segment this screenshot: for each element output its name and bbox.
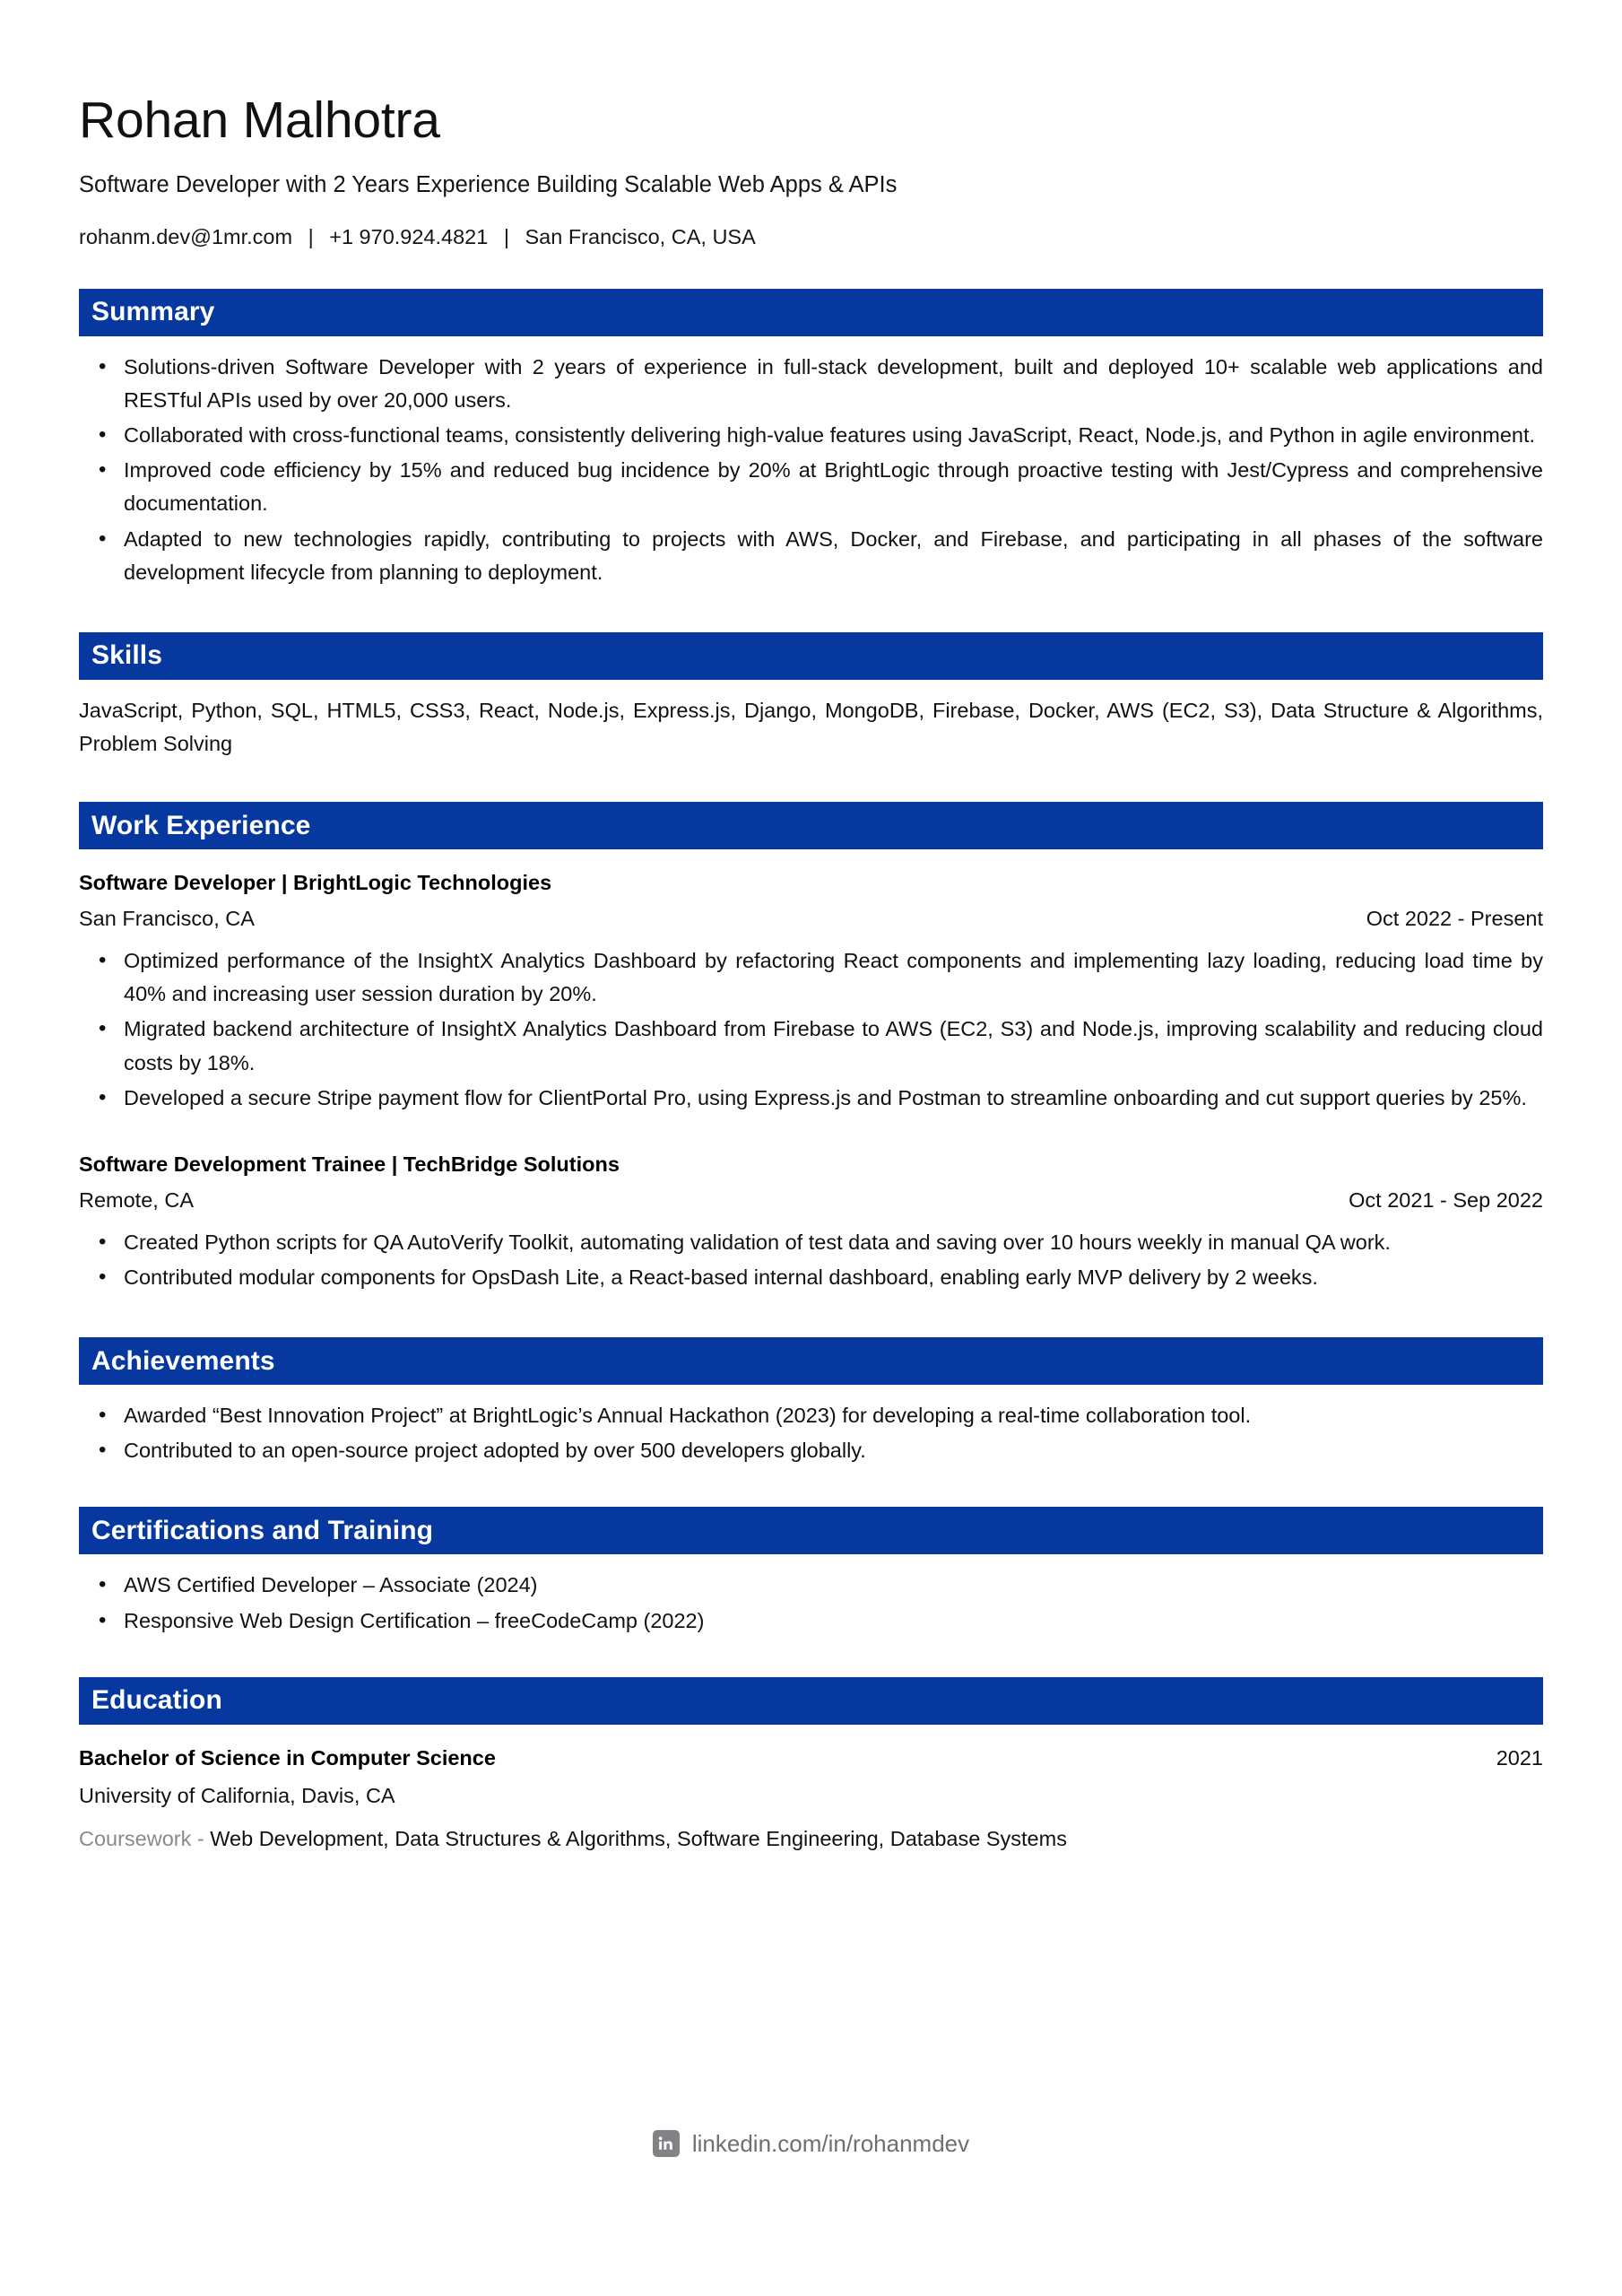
- job-meta: [79, 1185, 1543, 1215]
- section-bar-certifications: [79, 1507, 1543, 1554]
- candidate-headline: Software Developer with 2 Years Experience Building Scalable Web Apps & APIs: [79, 172, 898, 198]
- education-coursework: [79, 1823, 1543, 1854]
- summary-bullet-list: [79, 351, 1543, 589]
- section-body-education: [79, 1725, 1543, 1854]
- section-body-work-experience: [79, 849, 1543, 1294]
- contact-separator-1: |: [308, 225, 314, 249]
- job-dates: Oct 2021 - Sep 2022: [1349, 1187, 1543, 1212]
- job-dates: Oct 2022 - Present: [1366, 907, 1543, 931]
- job-bullet-list: [79, 1226, 1543, 1294]
- contact-separator-2: |: [503, 225, 509, 249]
- education-school: University of California, Davis, CA: [79, 1783, 395, 1807]
- certifications-bullet-list: [79, 1569, 1543, 1637]
- section-body-certifications: [79, 1554, 1543, 1637]
- job-entry: [79, 867, 1543, 1115]
- education-entry-row: [79, 1743, 1543, 1773]
- job-entry: [79, 1149, 1543, 1294]
- contact-location: San Francisco, CA, USA: [525, 225, 756, 249]
- list-item: • AWS Certified Developer – Associate (2024): [124, 1569, 1543, 1602]
- section-body-achievements: [79, 1385, 1543, 1467]
- list-item: • Solutions-driven Software Developer with 2 years of experience in full-stack development, built and deployed 10+ scalable web applications and RESTful APIs used by over 20,000 users.: [124, 351, 1543, 417]
- job-bullet-list: [79, 944, 1543, 1115]
- skills-text: JavaScript, Python, SQL, HTML5, CSS3, React, Node.js, Express.js, Django, MongoDB, Firebase, Docker, AWS (EC2, S3), Data Structure & Algorithms, Problem Solving: [79, 698, 1543, 755]
- section-achievements: [79, 1337, 1543, 1467]
- job-meta: [79, 903, 1543, 934]
- section-bar-summary: [79, 289, 1543, 336]
- list-item: • Awarded “Best Innovation Project” at BrightLogic’s Annual Hackathon (2023) for developing a real-time collaboration tool.: [124, 1399, 1543, 1432]
- coursework-value: Web Development, Data Structures & Algorithms, Software Engineering, Database Systems: [210, 1826, 1067, 1850]
- linkedin-url[interactable]: linkedin.com/in/rohanmdev: [691, 2130, 970, 2157]
- education-degree: Bachelor of Science in Computer Science: [79, 1745, 496, 1770]
- section-title-summary: Summary: [91, 297, 215, 327]
- candidate-name: Rohan Malhotra: [79, 91, 440, 149]
- section-education: [79, 1677, 1543, 1854]
- section-bar-skills: [79, 632, 1543, 680]
- contact-phone[interactable]: +1 970.924.4821: [329, 225, 489, 249]
- list-item: • Migrated backend architecture of InsightX Analytics Dashboard from Firebase to AWS (EC2, S3) and Node.js, improving scalability and reducing cloud costs by 18%.: [124, 1013, 1543, 1079]
- list-item: • Optimized performance of the InsightX Analytics Dashboard by refactoring React components and implementing lazy loading, reducing load time by 40% and increasing user session duration by 20%.: [124, 944, 1543, 1011]
- list-item: • Developed a secure Stripe payment flow for ClientPortal Pro, using Express.js and Postman to streamline onboarding and cut support queries by 25%.: [124, 1082, 1543, 1115]
- section-title-certifications: Certifications and Training: [91, 1515, 434, 1545]
- section-work-experience: [79, 802, 1543, 1294]
- job-title: Software Development Trainee | TechBridge Solutions: [79, 1152, 620, 1176]
- section-summary: [79, 289, 1543, 589]
- linkedin-icon[interactable]: [653, 2130, 680, 2157]
- list-item: • Adapted to new technologies rapidly, contributing to projects with AWS, Docker, and Firebase, and participating in all phases of the software development lifecycle from planning to deployment.: [124, 523, 1543, 589]
- section-bar-work-experience: [79, 802, 1543, 849]
- list-item: • Created Python scripts for QA AutoVerify Toolkit, automating validation of test data and saving over 10 hours weekly in manual QA work.: [124, 1226, 1543, 1259]
- education-year: 2021: [1496, 1745, 1543, 1770]
- contact-email[interactable]: rohanm.dev@1mr.com: [79, 225, 293, 249]
- list-item: • Improved code efficiency by 15% and reduced bug incidence by 20% at BrightLogic through proactive testing with Jest/Cypress and comprehensive documentation.: [124, 454, 1543, 520]
- list-item: • Contributed modular components for OpsDash Lite, a React-based internal dashboard, enabling early MVP delivery by 2 weeks.: [124, 1261, 1543, 1294]
- list-item: • Responsive Web Design Certification – freeCodeCamp (2022): [124, 1605, 1543, 1638]
- section-title-achievements: Achievements: [91, 1345, 275, 1376]
- resume-header: [79, 0, 1543, 251]
- section-body-skills: [79, 680, 1543, 761]
- section-bar-achievements: [79, 1337, 1543, 1385]
- job-location: Remote, CA: [79, 1187, 194, 1212]
- job-title: Software Developer | BrightLogic Technologies: [79, 871, 552, 895]
- contact-line: [79, 223, 1543, 251]
- section-title-work-experience: Work Experience: [91, 810, 311, 840]
- list-item: • Collaborated with cross-functional teams, consistently delivering high-value features using JavaScript, React, Node.js, and Python in agile environment.: [124, 419, 1543, 452]
- section-title-education: Education: [91, 1685, 222, 1716]
- footer: [0, 2130, 1622, 2157]
- section-body-summary: [79, 336, 1543, 589]
- section-title-skills: Skills: [91, 640, 162, 671]
- coursework-label: Coursework -: [79, 1826, 204, 1850]
- achievements-bullet-list: [79, 1399, 1543, 1467]
- section-bar-education: [79, 1677, 1543, 1725]
- list-item: • Contributed to an open-source project adopted by over 500 developers globally.: [124, 1434, 1543, 1467]
- section-skills: [79, 632, 1543, 761]
- section-certifications: [79, 1507, 1543, 1637]
- job-location: San Francisco, CA: [79, 907, 255, 931]
